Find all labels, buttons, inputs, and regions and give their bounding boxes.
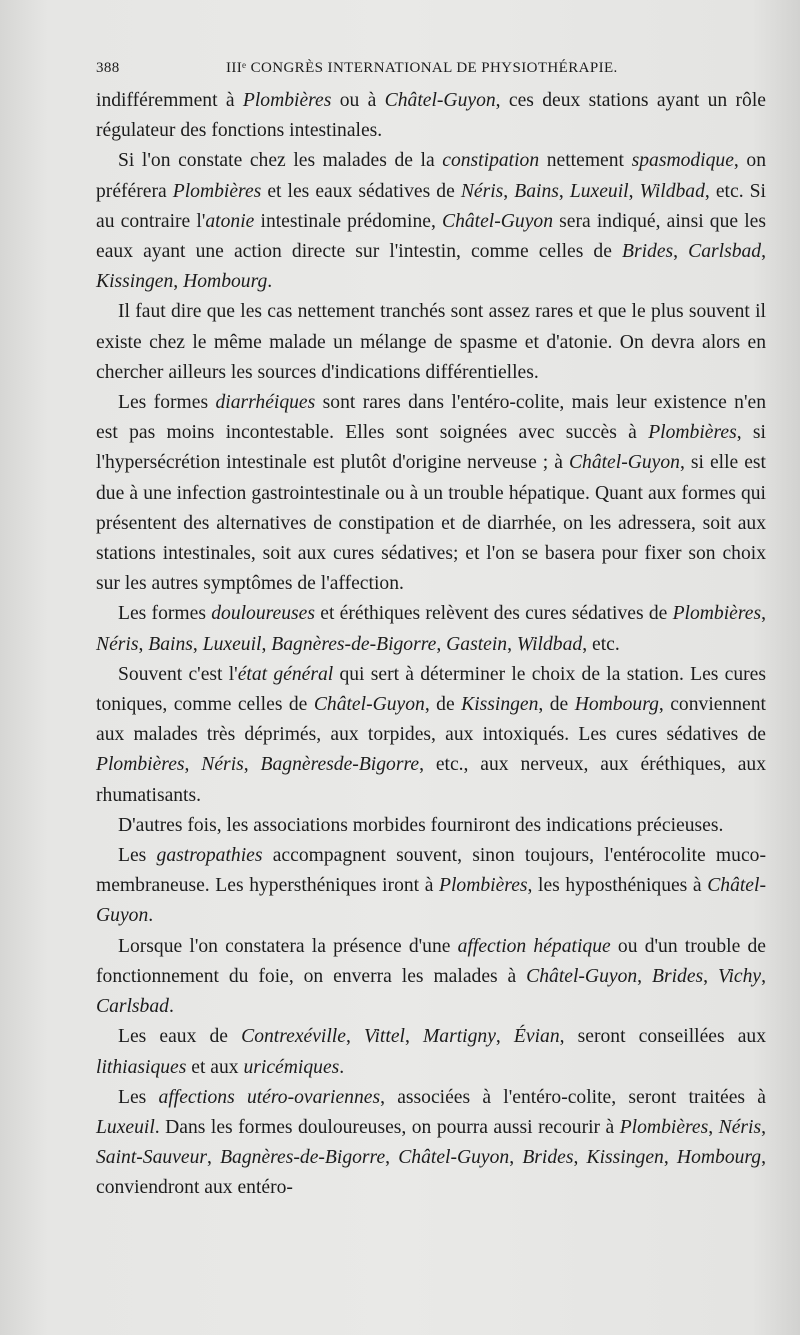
running-title: IIIᵉ CONGRÈS INTERNATIONAL DE PHYSIOTHÉRAPIE. bbox=[226, 60, 618, 76]
paragraph: Les affections utéro-ovariennes, associées à l'entéro-colite, seront traitées à Luxeuil. Dans les formes douloureuses, on pourra aussi recourir à Plombières, Néris, Saint-Sauveur, Bagnères-de-Bigorre, Châtel-Guyon, Brides, Kissingen, Hombourg, conviendront aux entéro- bbox=[96, 1086, 767, 1199]
paragraph: Les eaux de Contrexéville, Vittel, Martigny, Évian, seront conseillées aux lithiasiques et aux uricémiques. bbox=[96, 1026, 767, 1078]
paragraph: Lorsque l'on constatera la présence d'une affection hépatique ou d'un trouble de fonctionnement du foie, on enverra les malades à Châtel-Guyon, Brides, Vichy, Carlsbad. bbox=[96, 935, 767, 1018]
paragraph: Souvent c'est l'état général qui sert à déterminer le choix de la station. Les cures toniques, comme celles de Châtel-Guyon, de Kissingen, de Hombourg, conviennent aux malades très déprimés, aux torpides, aux intoxiqués. Les cures sédatives de Plombières, Néris, Bagnèresde-Bigorre, etc., aux nerveux, aux éréthiques, aux rhumatisants. bbox=[96, 663, 767, 806]
paragraph: Si l'on constate chez les malades de la constipation nettement spasmodique, on préférera Plombières et les eaux sédatives de Néris, Bains, Luxeuil, Wildbad, etc. Si au contraire l'atonie intestinale prédomine, Châtel-Guyon sera indiqué, ainsi que les eaux ayant une action directe sur l'intestin, comme celles de Brides, Carlsbad, Kissingen, Hombourg. bbox=[96, 150, 766, 293]
paragraph: D'autres fois, les associations morbides fourniront des indications précieuses. bbox=[118, 814, 724, 836]
paragraph: Les formes douloureuses et éréthiques relèvent des cures sédatives de Plombières, Néris, Bains, Luxeuil, Bagnères-de-Bigorre, Gastein, Wildbad, etc. bbox=[96, 603, 767, 655]
body-text bbox=[96, 86, 766, 1204]
paragraph: Les formes diarrhéiques sont rares dans l'entéro-colite, mais leur existence n'en est pas moins incontestable. Elles sont soignées avec succès à Plombières, si l'hypersécrétion intestinale est plutôt d'origine nerveuse ; à Châtel-Guyon, si elle est due à une infection gastrointestinale ou à un trouble hépatique. Quant aux formes qui présentent des alternatives de constipation et de diarrhée, on les adressera, soit aux stations intestinales, soit aux cures sédatives; et l'on se basera pour fixer son choix sur les autres symptômes de l'affection. bbox=[96, 392, 767, 595]
paragraph: Les gastropathies accompagnent souvent, sinon toujours, l'entérocolite muco-membraneuse. Les hypersthéniques iront à Plombières, les hyposthéniques à Châtel-Guyon. bbox=[96, 845, 766, 927]
running-head bbox=[96, 60, 766, 86]
page-number: 388 bbox=[96, 60, 120, 76]
paragraph: indifféremment à Plombières ou à Châtel-Guyon, ces deux stations ayant un rôle régulateur des fonctions intestinales. bbox=[96, 90, 766, 142]
paragraph: Il faut dire que les cas nettement tranchés sont assez rares et que le plus souvent il existe chez le même malade un mélange de spasme et d'atonie. On devra alors en chercher ailleurs les sources d'indications différentielles. bbox=[96, 301, 766, 383]
